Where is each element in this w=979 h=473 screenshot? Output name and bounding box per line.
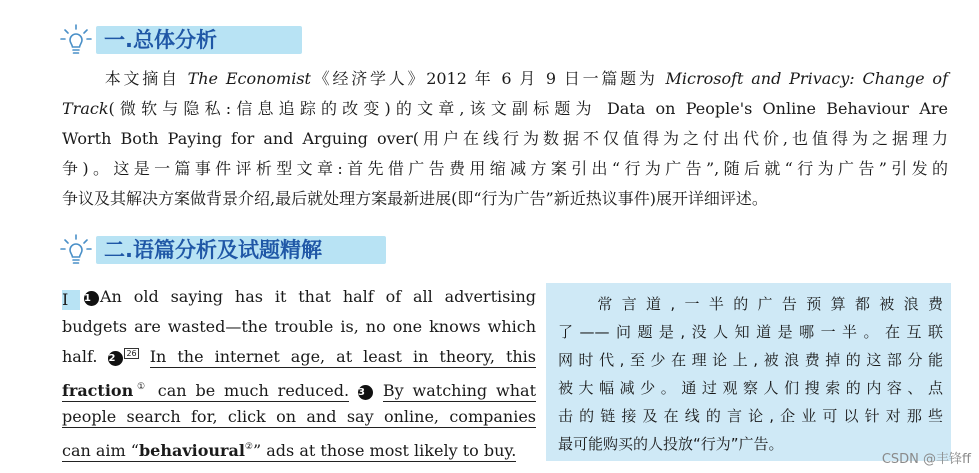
translation-line: 最可能购买的人投放“行为”广告。 [558, 435, 784, 453]
note-marker: ① [133, 382, 149, 392]
lightbulb-icon [60, 234, 92, 266]
underlined-text [62, 381, 349, 402]
overview-text: 争)。这是一篇事件评析型文章:首先借广告费用缩减方案引出“行为广告”,随后就“行为广告”引发的 [62, 159, 948, 178]
overview-text: 本文摘自 [102, 69, 188, 88]
sentence-number: 2 [108, 351, 123, 366]
overview-line [62, 184, 948, 214]
passage-line [62, 432, 536, 462]
passage-line [62, 282, 536, 312]
passage-line [62, 402, 536, 432]
section-title: 二.语篇分析及试题精解 [104, 238, 322, 262]
lightbulb-icon [60, 24, 92, 56]
overview-text: 《经济学人》2012 年 6 月 9 日一篇题为 [310, 69, 666, 88]
sentence-text: can aim “ [62, 441, 139, 460]
sentence-text: ” ads at those most likely to buy. [252, 441, 517, 460]
overview-text: Worth Both Paying for and Arguing over(用户在线行为数据不仅值得为之付出代价,也值得为之据理力 [62, 129, 948, 148]
sentence-text: can be much reduced. [157, 381, 350, 400]
passage-line [62, 372, 536, 402]
overview-text: 争议及其解决方案做背景介绍,最后就处理方案最新进展(即“行为广告”新近热议事件)展开详细评述。 [62, 189, 768, 208]
italic-title: Microsoft and Privacy: Change of [665, 69, 948, 88]
sentence-text: half. [62, 347, 98, 366]
underlined-text: In the internet age, at least in theory, this [149, 347, 537, 366]
passage-line [62, 342, 536, 372]
passage-line: budgets are wasted—the trouble is, no one knows which [62, 317, 536, 336]
english-passage [62, 282, 536, 462]
key-word: fraction [62, 381, 134, 400]
overview-text: (微软与隐私:信息追踪的改变)的文章,该文副标题为 Data on People's Online Behaviour Are [108, 99, 948, 118]
translation-text: 常言道,一半的广告预算都被浪费 [588, 295, 943, 313]
sentence-text: An old saying has it that half of all advertising [100, 287, 536, 306]
translation-line: 了——问题是,没人知道是哪一半。在互联 [558, 323, 943, 341]
section-title: 一.总体分析 [104, 28, 217, 52]
question-number: 26 [126, 349, 137, 358]
overview-line [62, 64, 948, 94]
overview-paragraph [62, 64, 948, 214]
overview-line [62, 94, 948, 124]
paragraph-marker: I [62, 290, 80, 310]
underlined-text: people search for, click on and say online, companies [62, 407, 536, 426]
overview-line [62, 154, 948, 184]
underlined-text [62, 441, 516, 462]
italic-title: The Economist [187, 69, 311, 88]
note-marker: ② [244, 442, 253, 452]
translation-line: 被大幅减少。通过观察人们搜索的内容、点 [558, 379, 943, 397]
translation-line [558, 289, 943, 319]
key-word: behavioural [138, 441, 245, 460]
italic-title: Track [62, 99, 109, 118]
translation-line: 网时代,至少在理论上,被浪费掉的这部分能 [558, 351, 943, 369]
sentence-number: 1 [84, 291, 99, 306]
watermark: CSDN @丰锋ff [881, 452, 971, 467]
translation-box [546, 283, 951, 461]
translation-line: 击的链接及在线的言论,企业可以针对那些 [558, 407, 943, 425]
underlined-text: By watching what [382, 381, 536, 400]
sentence-number: 3 [358, 385, 373, 400]
overview-line [62, 124, 948, 154]
